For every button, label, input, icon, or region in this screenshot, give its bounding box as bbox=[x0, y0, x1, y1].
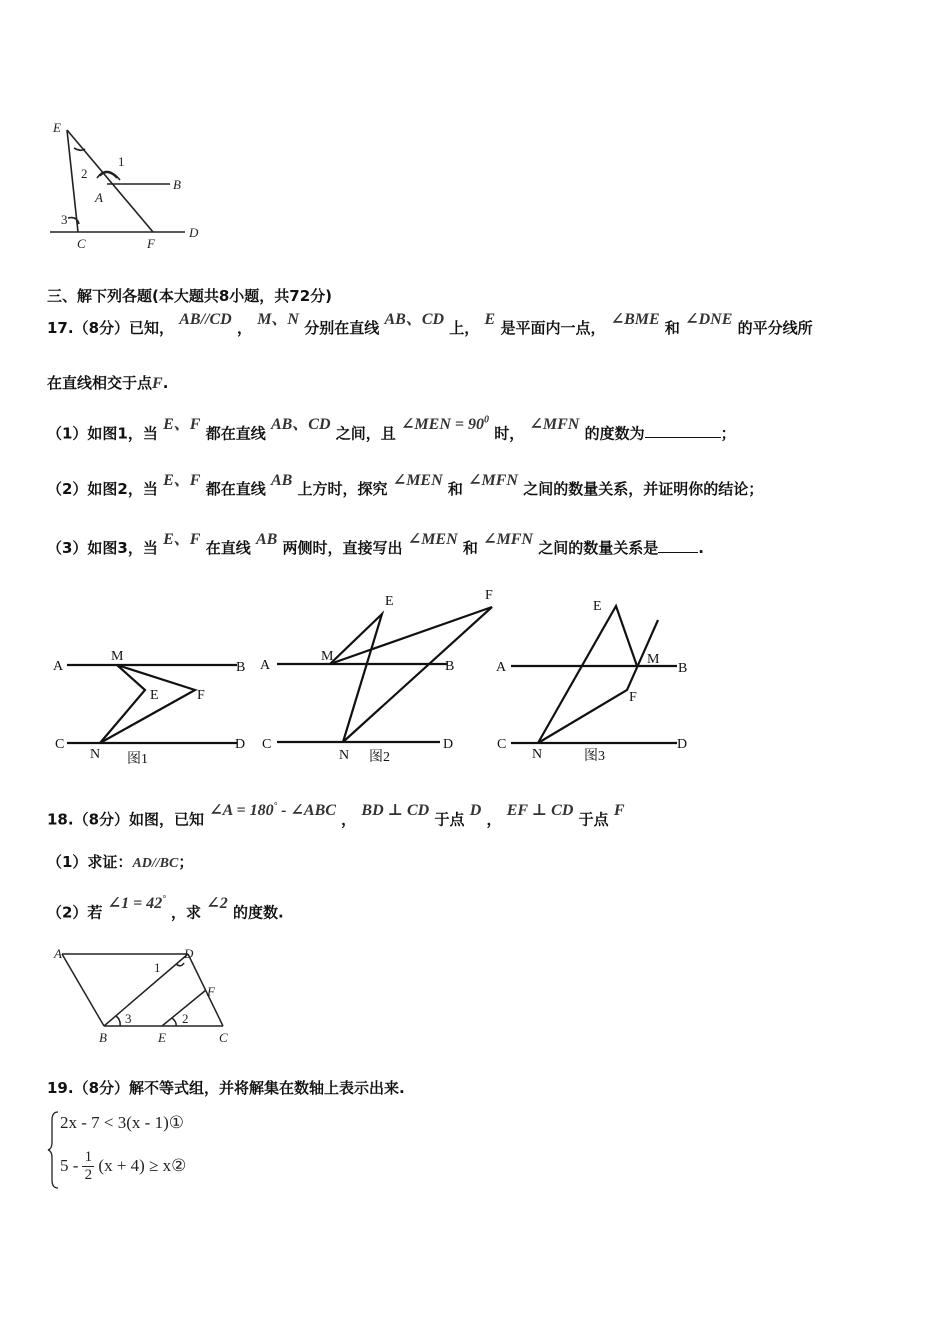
f3-label-n: N bbox=[532, 747, 543, 762]
q18-math-d: D bbox=[469, 802, 482, 820]
label-1: 1 bbox=[118, 154, 125, 169]
punct: . bbox=[162, 374, 169, 392]
f2-path-mfn bbox=[330, 607, 492, 742]
text: 分别在直线 bbox=[304, 319, 380, 337]
q18-part1 bbox=[47, 852, 907, 874]
numerator: 1 bbox=[84, 1148, 93, 1165]
inequality-2 bbox=[60, 1143, 186, 1189]
f1-label-f: F bbox=[197, 688, 205, 703]
text: 上， bbox=[449, 319, 480, 337]
denominator: 2 bbox=[84, 1166, 93, 1183]
q17-statement bbox=[47, 311, 907, 339]
q17-part3 bbox=[47, 531, 907, 559]
math: E、F bbox=[163, 416, 201, 434]
f2-label-d: D bbox=[443, 737, 454, 752]
label-e: E bbox=[53, 120, 61, 135]
f3-label-b: B bbox=[678, 661, 688, 676]
f2-label-a: A bbox=[260, 658, 271, 673]
f1-path-mfn bbox=[100, 665, 195, 743]
f2-path-men bbox=[330, 614, 382, 742]
text: 之间的数量关系是 bbox=[538, 539, 659, 557]
label-a: A bbox=[54, 946, 62, 961]
text: 和 bbox=[462, 539, 478, 557]
math: ∠MEN bbox=[392, 472, 443, 489]
line-ab bbox=[62, 954, 104, 1026]
text: 两侧时，直接写出 bbox=[282, 539, 403, 557]
f3-path-nem bbox=[538, 606, 637, 743]
text: （2）如图2，当 bbox=[47, 480, 158, 498]
label-1: 1 bbox=[154, 960, 161, 975]
f2-label-b: B bbox=[445, 659, 455, 674]
text: 上方时，探究 bbox=[297, 480, 388, 498]
math: 5 - bbox=[60, 1156, 79, 1175]
math: AD//BC bbox=[132, 856, 179, 871]
text: （1）如图1，当 bbox=[47, 424, 158, 443]
text: 的平分线所 bbox=[737, 319, 813, 337]
math: (x + 4) ≥ x② bbox=[98, 1156, 187, 1175]
q17-statement-line2 bbox=[47, 373, 907, 394]
f1-label-n: N bbox=[90, 747, 101, 762]
q18-math-angle-a bbox=[209, 802, 336, 819]
label-c: C bbox=[219, 1030, 228, 1045]
math: AB、CD bbox=[270, 416, 331, 434]
math: ∠MFN bbox=[529, 416, 580, 434]
q17-figures bbox=[45, 582, 705, 772]
f1-caption: 图1 bbox=[127, 752, 148, 767]
q18-part2 bbox=[47, 894, 907, 923]
text: 都在直线 bbox=[205, 424, 266, 443]
label-b: B bbox=[173, 177, 181, 192]
f3-label-a: A bbox=[496, 660, 507, 675]
math: ∠MFN bbox=[483, 531, 533, 548]
punct: ， bbox=[236, 319, 252, 337]
answer-blank[interactable] bbox=[658, 538, 698, 553]
punct: . bbox=[698, 539, 704, 557]
system-brace bbox=[46, 1110, 60, 1190]
q17-math-ab-cd: AB、CD bbox=[384, 311, 445, 328]
label-b: B bbox=[99, 1030, 107, 1045]
math: AB bbox=[270, 472, 293, 489]
label-f: F bbox=[207, 984, 215, 999]
text: ，求 bbox=[171, 903, 202, 922]
q17-math-e: E bbox=[484, 311, 496, 328]
answer-blank[interactable] bbox=[645, 423, 721, 438]
text: 时， bbox=[494, 424, 525, 443]
math: ∠1 = 42 bbox=[107, 895, 163, 913]
text: 之间，且 bbox=[335, 424, 396, 443]
text: 的度数为 bbox=[584, 424, 645, 443]
q17-part2 bbox=[47, 472, 907, 500]
f3-label-e: E bbox=[593, 599, 602, 614]
math-angle-1 bbox=[108, 895, 166, 912]
text: 和 bbox=[664, 319, 680, 337]
degree-sup: 0 bbox=[484, 415, 489, 426]
f1-label-c: C bbox=[55, 737, 65, 752]
line-ef bbox=[67, 130, 153, 232]
f3-caption: 图3 bbox=[584, 749, 605, 764]
q17-math-bme: ∠BME bbox=[610, 311, 660, 328]
punct: ； bbox=[720, 424, 736, 443]
punct: ； bbox=[178, 853, 194, 871]
math: ∠MEN = 90 bbox=[401, 416, 484, 434]
f1-label-m: M bbox=[111, 649, 124, 664]
f2-label-e: E bbox=[385, 594, 394, 609]
math: E、F bbox=[163, 531, 201, 548]
text: 的度数. bbox=[232, 903, 284, 922]
f1-label-a: A bbox=[53, 659, 64, 674]
math: ∠MFN bbox=[468, 472, 518, 489]
math: ∠MEN bbox=[407, 531, 458, 548]
label-d: D bbox=[184, 946, 194, 961]
math: AB bbox=[255, 531, 278, 548]
f3-label-c: C bbox=[497, 737, 507, 752]
q18-math-bd-perp-cd: BD ⊥ CD bbox=[361, 802, 430, 820]
text: 都在直线 bbox=[205, 480, 266, 498]
math: - ∠ABC bbox=[281, 802, 336, 820]
label-3: 3 bbox=[61, 212, 68, 227]
text: 于点 bbox=[578, 810, 609, 829]
degree-sup: ° bbox=[273, 801, 278, 811]
math: ∠A = 180 bbox=[209, 802, 274, 820]
text: （3）如图3，当 bbox=[47, 539, 158, 557]
label-f: F bbox=[147, 236, 155, 251]
q18-statement bbox=[47, 801, 907, 830]
section-heading: 三、解下列各题(本大题共8小题，共72分) bbox=[47, 287, 333, 305]
f2-label-f: F bbox=[485, 588, 493, 603]
text: 和 bbox=[447, 480, 463, 498]
f3-label-m: M bbox=[647, 652, 660, 667]
text: 之间的数量关系，并证明你的结论； bbox=[523, 480, 764, 498]
label-a: A bbox=[95, 190, 103, 205]
q18-number: 18.（8分）如图，已知 bbox=[47, 810, 205, 829]
q17-part1 bbox=[47, 415, 907, 444]
text: 于点 bbox=[434, 810, 465, 829]
f2-label-n: N bbox=[339, 748, 350, 763]
text: （2）若 bbox=[47, 903, 103, 922]
math: ∠2 bbox=[206, 895, 228, 913]
f2-label-m: M bbox=[321, 649, 334, 664]
degree-sup: ° bbox=[162, 894, 166, 904]
q17-number: 17.（8分）已知， bbox=[47, 319, 175, 337]
punct: ， bbox=[486, 810, 502, 829]
text: 在直线 bbox=[205, 539, 251, 557]
label-3: 3 bbox=[125, 1011, 132, 1026]
label-c: C bbox=[77, 236, 86, 251]
text: （1）求证： bbox=[47, 853, 133, 871]
f1-label-b: B bbox=[236, 660, 246, 675]
q17-math-mn: M、N bbox=[257, 311, 299, 328]
q17-math-f: F bbox=[152, 375, 163, 392]
label-2: 2 bbox=[182, 1011, 189, 1026]
f2-label-c: C bbox=[262, 737, 272, 752]
q18-math-f: F bbox=[613, 802, 625, 820]
text: 是平面内一点， bbox=[500, 319, 606, 337]
label-e: E bbox=[158, 1030, 166, 1045]
f2-caption: 图2 bbox=[369, 750, 390, 765]
f3-label-f: F bbox=[629, 690, 637, 705]
f1-label-e: E bbox=[150, 688, 159, 703]
q17-math-ab-parallel-cd: AB//CD bbox=[179, 311, 232, 328]
label-d: D bbox=[189, 225, 199, 240]
angle-2-arc bbox=[172, 1018, 176, 1026]
fraction-half bbox=[82, 1149, 94, 1184]
inequality-1: 2x - 7 < 3(x - 1)① bbox=[60, 1113, 184, 1132]
q18-figure bbox=[50, 944, 240, 1048]
f3-label-d: D bbox=[677, 737, 688, 752]
line-ec bbox=[67, 130, 78, 232]
text: 在直线相交于点 bbox=[47, 374, 153, 392]
math: E、F bbox=[163, 472, 201, 489]
q19-statement: 19.（8分）解不等式组，并将解集在数轴上表示出来. bbox=[47, 1079, 405, 1097]
label-2: 2 bbox=[81, 166, 88, 181]
q17-math-dne: ∠DNE bbox=[685, 311, 733, 328]
punct: ， bbox=[341, 810, 357, 829]
top-geometry-figure bbox=[45, 118, 215, 258]
math-angle-men bbox=[401, 416, 489, 433]
f1-label-d: D bbox=[235, 737, 246, 752]
angle-3-arc bbox=[116, 1016, 120, 1026]
q18-math-ef-perp-cd: EF ⊥ CD bbox=[506, 802, 574, 820]
